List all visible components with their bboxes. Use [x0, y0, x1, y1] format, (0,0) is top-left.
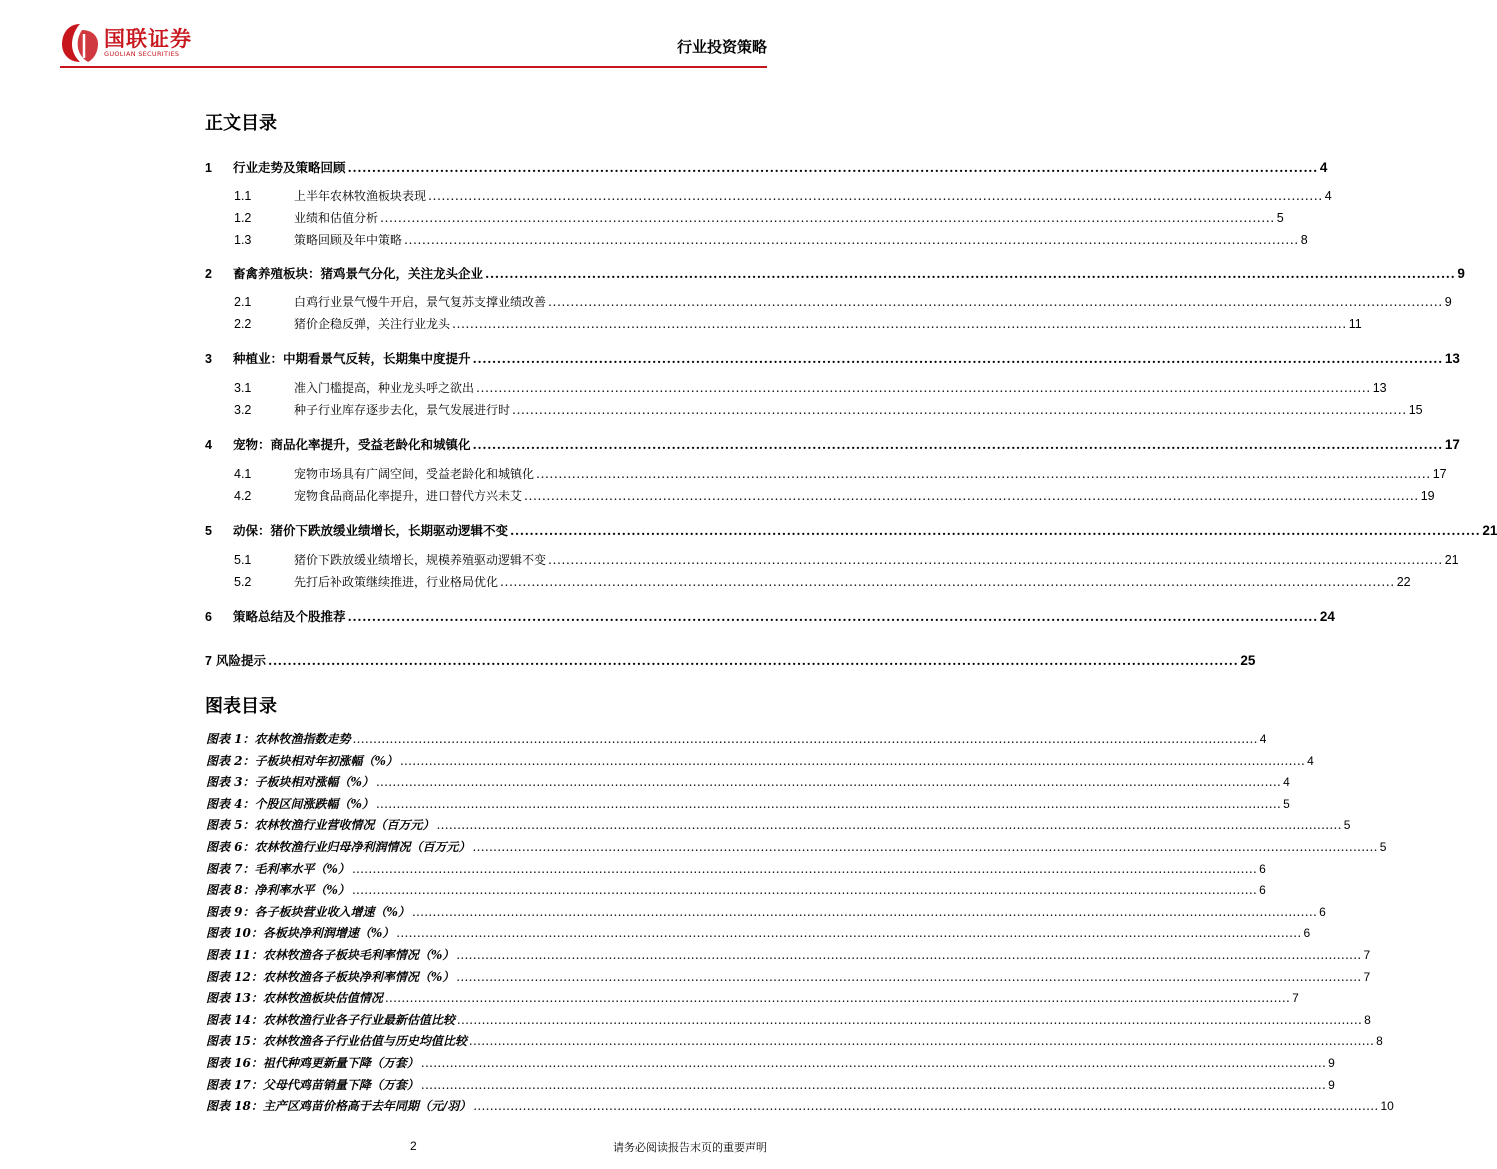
figure-leader-dots: ............................................................................................................................................................................................................................ [436, 818, 1342, 832]
toc-entry-page: 8 [1300, 233, 1308, 247]
toc-entry-title: 猪价下跌放缓业绩增长，规模养殖驱动逻辑不变 [294, 553, 547, 567]
figure-entry-title: 图表 13：农林牧渔板块估值情况 [206, 991, 383, 1005]
figure-leader-dots: ............................................................................................................................................................................................................................ [468, 1034, 1375, 1048]
figure-list-entry[interactable] [206, 946, 1371, 964]
toc-entry-page: 15 [1408, 403, 1423, 417]
toc-entry-number: 7 [205, 654, 212, 668]
figure-entry-page: 10 [1380, 1099, 1394, 1113]
toc-entry-title: 业绩和估值分析 [294, 211, 379, 225]
toc-entry-title: 宠物市场具有广阔空间，受益老龄化和城镇化 [294, 467, 535, 481]
toc-entry-title: 猪价企稳反弹，关注行业龙头 [294, 317, 451, 331]
toc-subsection-entry[interactable] [205, 573, 1411, 593]
toc-subsection-entry[interactable] [205, 187, 1332, 207]
toc-entry-title: 种植业：中期看景气反转，长期集中度提升 [233, 351, 471, 366]
figure-entry-title: 图表 1：农林牧渔指数走势 [206, 732, 351, 746]
figure-leader-dots: ............................................................................................................................................................................................................................ [456, 1013, 1363, 1027]
figure-leader-dots: ............................................................................................................................................................................................................................ [472, 840, 1378, 854]
toc-section-entry[interactable] [205, 607, 1335, 627]
toc-entry-title: 宠物：商品化率提升，受益老龄化和城镇化 [233, 437, 471, 452]
figure-leader-dots: ............................................................................................................................................................................................................................ [420, 1056, 1327, 1070]
toc-section-entry[interactable] [205, 521, 1497, 541]
toc-entry-title: 畜禽养殖板块：猪鸡景气分化，关注龙头企业 [233, 266, 484, 281]
figure-leader-dots: ............................................................................................................................................................................................................................ [411, 905, 1318, 919]
toc-subsection-entry[interactable] [205, 401, 1423, 421]
toc-entry-page: 4 [1324, 189, 1332, 203]
figure-leader-dots: ............................................................................................................................................................................................................................ [375, 797, 1282, 811]
toc-subsection-entry[interactable] [205, 465, 1447, 485]
toc-entry-title: 动保：猪价下跌放缓业绩增长，长期驱动逻辑不变 [233, 523, 509, 538]
toc-entry-number: 2.2 [234, 317, 252, 331]
toc-entry-page: 17 [1444, 437, 1460, 452]
toc-section-entry[interactable] [205, 651, 1256, 671]
figure-entry-title: 图表 6：农林牧渔行业归母净利润情况（百万元） [206, 840, 471, 854]
toc-entry-title: 白鸡行业景气慢牛开启，景气复苏支撑业绩改善 [294, 295, 547, 309]
toc-section-entry[interactable] [205, 264, 1465, 284]
figure-list-entry[interactable] [206, 903, 1326, 921]
figure-entry-title: 图表 16：祖代种鸡更新量下降（万套） [206, 1056, 419, 1070]
toc-entry-page: 21 [1444, 553, 1459, 567]
figure-leader-dots: ............................................................................................................................................................................................................................ [473, 1099, 1379, 1113]
page-number: 2 [410, 1139, 417, 1153]
figure-entry-page: 4 [1307, 754, 1314, 768]
toc-entry-page: 25 [1240, 653, 1256, 668]
toc-entry-number: 4 [205, 438, 212, 452]
figure-leader-dots: ............................................................................................................................................................................................................................ [384, 991, 1291, 1005]
toc-entry-number: 4.1 [234, 467, 252, 481]
brand-name-en: GUOLIAN SECURITIES [104, 50, 180, 58]
figure-entry-title: 图表 15：农林牧渔各子行业估值与历史均值比较 [206, 1034, 467, 1048]
toc-entry-page: 11 [1348, 317, 1362, 331]
figure-leader-dots: ............................................................................................................................................................................................................................ [351, 883, 1258, 897]
toc-entry-title: 策略总结及个股推荐 [233, 609, 346, 624]
figure-list-entry[interactable] [206, 1032, 1383, 1050]
figure-list-entry[interactable] [206, 924, 1311, 942]
toc-leader-dots: ........................................................................................................................................................................................................ [452, 316, 1347, 331]
toc-subsection-entry[interactable] [205, 379, 1387, 399]
figure-list-entry[interactable] [206, 1076, 1335, 1094]
figure-entry-title: 图表 4：个股区间涨跌幅（%） [206, 797, 374, 811]
figure-list-entry[interactable] [206, 752, 1314, 770]
toc-entry-number: 5.2 [234, 575, 252, 589]
page-header [0, 0, 827, 70]
figure-entry-title: 图表 9：各子板块营业收入增速（%） [206, 905, 410, 919]
toc-subsection-entry[interactable] [205, 293, 1452, 313]
toc-entry-title: 上半年农林牧渔板块表现 [294, 189, 427, 203]
figure-leader-dots: ............................................................................................................................................................................................................................ [456, 948, 1362, 962]
toc-leader-dots: ........................................................................................................................................................................................................ [485, 266, 1456, 281]
toc-leader-dots: ........................................................................................................................................................................................................ [347, 160, 1318, 175]
toc-entry-page: 4 [1319, 160, 1328, 175]
figure-entry-title: 图表 2：子板块相对年初涨幅（%） [206, 754, 398, 768]
figure-list-entry[interactable] [206, 1054, 1335, 1072]
figure-leader-dots: ............................................................................................................................................................................................................................ [352, 732, 1258, 746]
figure-list-entry[interactable] [206, 1097, 1394, 1115]
toc-entry-page: 9 [1444, 295, 1452, 309]
toc-section-entry[interactable] [205, 158, 1328, 178]
toc-subsection-entry[interactable] [205, 231, 1308, 251]
toc-section-entry[interactable] [205, 349, 1460, 369]
toc-leader-dots: ........................................................................................................................................................................................................ [472, 437, 1443, 452]
figure-entry-title: 图表 7：毛利率水平（%） [206, 862, 350, 876]
figure-entry-page: 6 [1303, 926, 1311, 940]
toc-entry-number: 5.1 [234, 553, 252, 567]
toc-entry-number: 1.3 [234, 233, 252, 247]
toc-leader-dots: ........................................................................................................................................................................................................ [512, 402, 1407, 417]
toc-subsection-entry[interactable] [205, 487, 1435, 507]
figure-entry-page: 7 [1363, 970, 1371, 984]
figure-entry-title: 图表 8：净利率水平（%） [206, 883, 350, 897]
figure-entry-page: 4 [1283, 775, 1290, 789]
figure-list-entry[interactable] [206, 1011, 1371, 1029]
toc-entry-title: 风险提示 [215, 653, 266, 668]
header-divider [60, 66, 767, 68]
toc-entry-number: 3 [205, 352, 212, 366]
toc-leader-dots: ........................................................................................................................................................................................................ [472, 351, 1443, 366]
toc-leader-dots: ........................................................................................................................................................................................................ [524, 488, 1419, 503]
toc-entry-title: 种子行业库存逐步去化，景气发展进行时 [294, 403, 511, 417]
toc-entry-page: 19 [1420, 489, 1435, 503]
figure-entry-page: 7 [1363, 948, 1371, 962]
brand-name-cn: 国联证券 [104, 27, 192, 51]
toc-entry-page: 13 [1444, 351, 1460, 366]
figure-entry-page: 5 [1343, 818, 1351, 832]
figure-list-entry[interactable] [206, 730, 1267, 748]
toc-entry-title: 先打后补政策继续推进，行业格局优化 [294, 575, 499, 589]
figure-leader-dots: ............................................................................................................................................................................................................................ [375, 775, 1282, 789]
figure-entry-title: 图表 12：农林牧渔各子板块净利率情况（%） [206, 970, 455, 984]
figure-list-entry[interactable] [206, 881, 1266, 899]
toc-entry-page: 22 [1396, 575, 1411, 589]
toc-leader-dots: ........................................................................................................................................................................................................ [380, 210, 1275, 225]
figure-leader-dots: ............................................................................................................................................................................................................................ [399, 754, 1306, 768]
figure-entry-page: 4 [1259, 732, 1267, 746]
toc-entry-page: 9 [1457, 266, 1465, 281]
toc-entry-number: 3.1 [234, 381, 252, 395]
figure-list-entry[interactable] [206, 838, 1387, 856]
figure-list-entry[interactable] [206, 860, 1266, 878]
toc-entry-number: 2 [205, 267, 212, 281]
footer-disclaimer: 请务必阅读报告末页的重要声明 [613, 1141, 767, 1154]
toc-entry-page: 24 [1319, 609, 1335, 624]
figure-leader-dots: ............................................................................................................................................................................................................................ [351, 862, 1258, 876]
toc-leader-dots: ........................................................................................................................................................................................................ [548, 552, 1443, 567]
toc-leader-dots: ........................................................................................................................................................................................................ [428, 188, 1323, 203]
figure-entry-title: 图表 3：子板块相对涨幅（%） [206, 775, 374, 789]
toc-entry-number: 5 [205, 524, 212, 538]
figure-entry-page: 5 [1283, 797, 1290, 811]
figure-entry-page: 6 [1259, 862, 1266, 876]
figure-entry-title: 图表 14：农林牧渔行业各子行业最新估值比较 [206, 1013, 455, 1027]
figure-leader-dots: ............................................................................................................................................................................................................................ [396, 926, 1302, 940]
toc-entry-number: 1.1 [234, 189, 252, 203]
toc-subsection-entry[interactable] [205, 315, 1362, 335]
toc-leader-dots: ........................................................................................................................................................................................................ [500, 574, 1395, 589]
toc-section-entry[interactable] [205, 435, 1460, 455]
figure-leader-dots: ............................................................................................................................................................................................................................ [456, 970, 1362, 984]
figure-entry-title: 图表 17：父母代鸡苗销量下降（万套） [206, 1078, 419, 1092]
toc-entry-title: 策略回顾及年中策略 [294, 233, 403, 247]
figure-entry-title: 图表 5：农林牧渔行业营收情况（百万元） [206, 818, 435, 832]
toc-entry-number: 4.2 [234, 489, 252, 503]
figure-entry-title: 图表 11：农林牧渔各子板块毛利率情况（%） [206, 948, 455, 962]
figure-entry-page: 6 [1259, 883, 1266, 897]
company-logo [60, 22, 230, 66]
figure-list-entry[interactable] [206, 968, 1371, 986]
toc-leader-dots: ........................................................................................................................................................................................................ [476, 380, 1371, 395]
toc-entry-number: 1 [205, 161, 212, 175]
toc-leader-dots: ........................................................................................................................................................................................................ [510, 523, 1481, 538]
figure-entry-page: 9 [1328, 1078, 1335, 1092]
figure-leader-dots: ............................................................................................................................................................................................................................ [420, 1078, 1327, 1092]
toc-leader-dots: ........................................................................................................................................................................................................ [548, 294, 1443, 309]
toc-entry-page: 17 [1432, 467, 1447, 481]
toc-entry-title: 宠物食品商品化率提升，进口替代方兴未艾 [294, 489, 523, 503]
toc-entry-page: 5 [1276, 211, 1284, 225]
figure-entry-page: 8 [1376, 1034, 1383, 1048]
toc-leader-dots: ........................................................................................................................................................................................................ [536, 466, 1431, 481]
toc-entry-number: 6 [205, 610, 212, 624]
report-type: 行业投资策略 [676, 38, 767, 56]
figure-entry-page: 8 [1364, 1013, 1371, 1027]
toc-title: 正文目录 [205, 113, 277, 134]
toc-leader-dots: ........................................................................................................................................................................................................ [404, 232, 1299, 247]
figure-list-title: 图表目录 [205, 696, 277, 717]
toc-subsection-entry[interactable] [205, 209, 1284, 229]
figure-list-entry[interactable] [206, 795, 1290, 813]
figure-entry-title: 图表 10：各板块净利润增速（%） [206, 926, 395, 940]
figure-list-entry[interactable] [206, 989, 1299, 1007]
toc-entry-title: 准入门槛提高，种业龙头呼之欲出 [294, 381, 475, 395]
toc-leader-dots: ........................................................................................................................................................................................................ [347, 609, 1318, 624]
toc-subsection-entry[interactable] [205, 551, 1459, 571]
toc-entry-number: 1.2 [234, 211, 252, 225]
figure-entry-page: 5 [1379, 840, 1387, 854]
logo-emblem-icon [60, 22, 100, 64]
figure-entry-page: 9 [1328, 1056, 1335, 1070]
toc-entry-number: 2.1 [234, 295, 252, 309]
figure-list-entry[interactable] [206, 816, 1351, 834]
toc-leader-dots: ........................................................................................................................................................................................................ [267, 653, 1239, 668]
figure-entry-page: 7 [1292, 991, 1299, 1005]
toc-entry-title: 行业走势及策略回顾 [233, 160, 346, 175]
figure-entry-page: 6 [1319, 905, 1326, 919]
figure-entry-title: 图表 18：主产区鸡苗价格高于去年同期（元/羽） [206, 1099, 472, 1113]
figure-list-entry[interactable] [206, 773, 1290, 791]
toc-entry-page: 13 [1372, 381, 1387, 395]
toc-entry-page: 21 [1482, 523, 1497, 538]
toc-entry-number: 3.2 [234, 403, 252, 417]
